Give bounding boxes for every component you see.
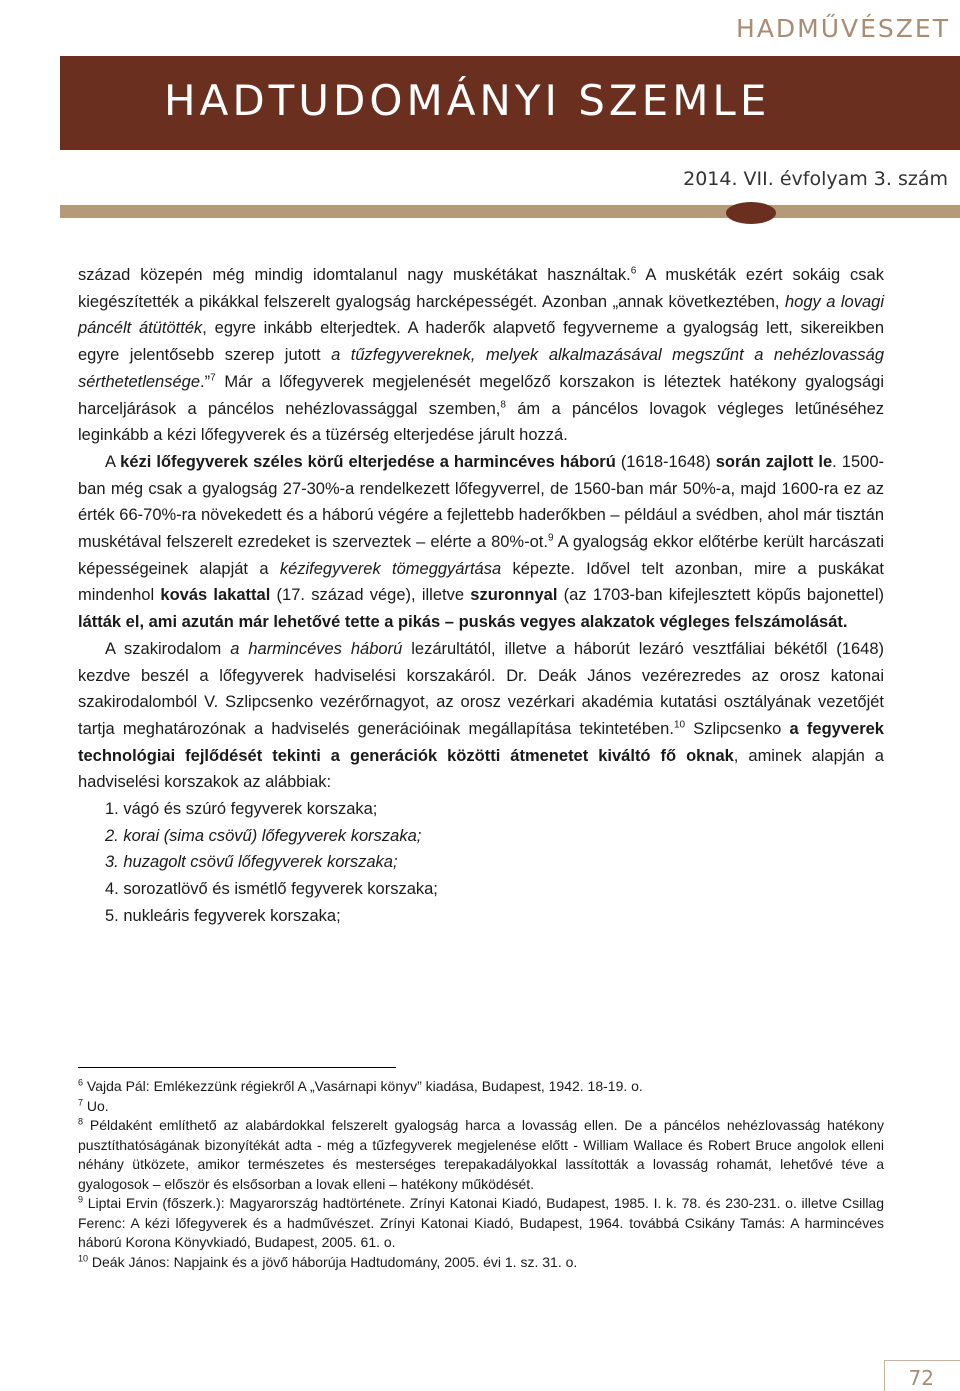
text: képezte. Idővel telt azonban, mire a puskákat mindenhol — [78, 559, 884, 605]
text: , egyre inkább elterjedtek. A haderők alapvető fegyverneme a gyalogság lett, sikereikben egyre jelentősebb szerep jutott — [78, 319, 884, 365]
footnote-text: Liptai Ervin (főszerk.): Magyarország hadtörténete. Zrínyi Katonai Kiadó, Budapest, 1985. I. k. 78. és 230-231. o. illetve Csillag Ferenc: A kézi lőfegyverek és a hadművészet. Zrínyi Katonai Kiadó, Budapest, 1964. továbbá Csikány Tamás: A harmincéves háború Korona Könyvkiadó, Budapest, 2005. 61. o. — [78, 1195, 884, 1250]
page-number: 72 — [908, 1366, 934, 1390]
footnote-ref-10[interactable]: 10 — [673, 719, 686, 731]
footnote-ref-7[interactable]: 7 — [210, 372, 216, 384]
footnote-separator — [78, 1067, 396, 1068]
footnote-number: 7 — [78, 1096, 84, 1107]
text-bold: kézi lőfegyverek széles körű elterjedése a harmincéves háború — [120, 452, 616, 471]
text-bold: során zajlott le — [715, 452, 833, 471]
text: század közepén még mindig idomtalanul nagy muskétákat használtak. — [78, 266, 631, 284]
footnote-ref-6[interactable]: 6 — [630, 265, 637, 277]
text-italic: kézifegyverek tömeggyártása — [279, 559, 502, 578]
footnote-7 — [78, 1097, 884, 1117]
text-bold: kovás lakattal — [160, 586, 271, 605]
text: (az 1703-ban kifejlesztett köpűs bajonettel) — [557, 586, 884, 605]
footnote-text: Deák János: Napjaink és a jövő háborúja Hadtudomány, 2005. évi 1. sz. 31. o. — [88, 1253, 578, 1270]
list-item: 4. sorozatlövő és ismétlő fegyverek korszaka; — [105, 880, 438, 899]
list-item: 1. vágó és szúró fegyverek korszaka; — [105, 800, 378, 819]
header-rule — [60, 205, 960, 218]
list-item: 3. huzagolt csövű lőfegyverek korszaka; — [105, 853, 398, 872]
footnote-number: 10 — [78, 1252, 89, 1263]
text: (17. század vége), illetve — [270, 586, 471, 605]
journal-header-band — [60, 56, 960, 150]
section-title: HADMŰVÉSZET — [736, 14, 950, 43]
footnote-text: Példaként említhető az alabárdokkal felszerelt gyalogság harca a lovasság ellen. De a páncélos nehézlovasság hatékony pusztíthatóságának bizonyítékát adta - még a tűzfegyverek megjelenése előtt - William Wallace és Robert Bruce angolok elleni néhány ütközete, amikor természetes és mesterséges terepakadályokkal lassították a lovasság rohamát, lehetővé téve a gyalogosok – először és elsősorban a lovak elleni – hatékony működését. — [78, 1117, 884, 1192]
text-bold: látták el, ami azután már lehetővé tette a pikás – puskás vegyes alakzatok végleges felszámolását. — [78, 613, 848, 632]
text: lezárultától, illetve a háborút lezáró vesztfáliai békétől (1648) kezdve beszél a lőfegyverek hadviselési korszakáról. Dr. Deák János vezérezredes az orosz katonai szakirodalomból V. Szlipcsenko vezérőrnagyot, az orosz vezérkari akadémia kutatási osztályának vezetőjét tartja meghatározónak a hadviselés generációinak megállapítása tekintetében. — [78, 639, 884, 738]
article-body — [78, 262, 884, 930]
text-italic: a harmincéves háború — [230, 639, 403, 658]
text: . 1500-ban még csak a gyalogság 27-30%-a rendelkezett lőfegyverrel, de 1560-ban már 50%-a, majd 1600-ra ez az érték 66-70%-ra növekedett és a háború végére a fejlettebb haderőkben – például a svédben, ahol már tisztán muskétával felszerelt ezredeket is szerveztek – elérte a 80%-ot. — [78, 452, 884, 552]
text: A gyalogság ekkor előtérbe került harcászati képességeinek alapját a — [78, 533, 884, 578]
footnote-number: 8 — [78, 1116, 84, 1127]
text: Már a lőfegyverek megjelenését megelőző korszakon is léteztek hatékony gyalogsági harceljárások a páncélos nehézlovassággal szemben, — [78, 372, 884, 418]
text-bold: a fegyverek technológiai fejlődését tekinti a generációk közötti átmenetet kiváltó fő oknak — [78, 719, 884, 765]
text: A szakirodalom — [105, 639, 231, 658]
journal-title: HADTUDOMÁNYI SZEMLE — [164, 76, 771, 125]
footnote-8 — [78, 1116, 884, 1194]
generations-list — [78, 796, 884, 930]
text-bold: szuronnyal — [470, 586, 558, 605]
footnote-10 — [78, 1253, 884, 1273]
footnote-number: 6 — [78, 1077, 84, 1088]
footnote-9 — [78, 1194, 884, 1253]
footnote-text: Uo. — [83, 1097, 109, 1114]
text-italic: a tűzfegyvereknek, melyek alkalmazásával megszűnt a nehézlovasság sérthetetlensége — [78, 346, 884, 391]
footnote-ref-8[interactable]: 8 — [500, 399, 506, 411]
footnote-6 — [78, 1077, 884, 1097]
footnote-number: 9 — [78, 1194, 84, 1205]
text: (1618-1648) — [615, 452, 716, 471]
header-ornament — [726, 202, 776, 224]
page-number-divider — [884, 1360, 885, 1391]
text: A muskéták ezért sokáig csak kiegészítették a pikákkal felszerelt gyalogság harcképességét. Azonban „annak következtében, — [78, 266, 884, 311]
paragraph-1 — [78, 262, 884, 449]
footnote-ref-9[interactable]: 9 — [547, 532, 554, 544]
text: , aminek alapján a hadviselési korszakok az alábbiak: — [78, 746, 884, 792]
text: ám a páncélos lovagok végleges letűnéséhez leginkább a kézi lőfegyverek és a tüzérség elterjedése járult hozzá. — [78, 399, 884, 445]
text: A — [105, 452, 121, 471]
paragraph-3 — [78, 636, 884, 796]
text: .” — [200, 372, 211, 391]
text-italic: hogy a lovagi páncélt átütötték — [78, 292, 884, 338]
list-item: 2. korai (sima csövű) lőfegyverek korszaka; — [105, 826, 422, 845]
footnote-text: Vajda Pál: Emlékezzünk régiekről A „Vasárnapi könyv” kiadása, Budapest, 1942. 18-19. o. — [83, 1078, 643, 1094]
issue-line: 2014. VII. évfolyam 3. szám — [683, 168, 948, 190]
page-number-rule — [884, 1360, 960, 1361]
text: Szlipcsenko — [685, 719, 790, 738]
paragraph-2 — [78, 449, 884, 636]
list-item: 5. nukleáris fegyverek korszaka; — [105, 906, 341, 925]
footnotes — [78, 1077, 884, 1272]
